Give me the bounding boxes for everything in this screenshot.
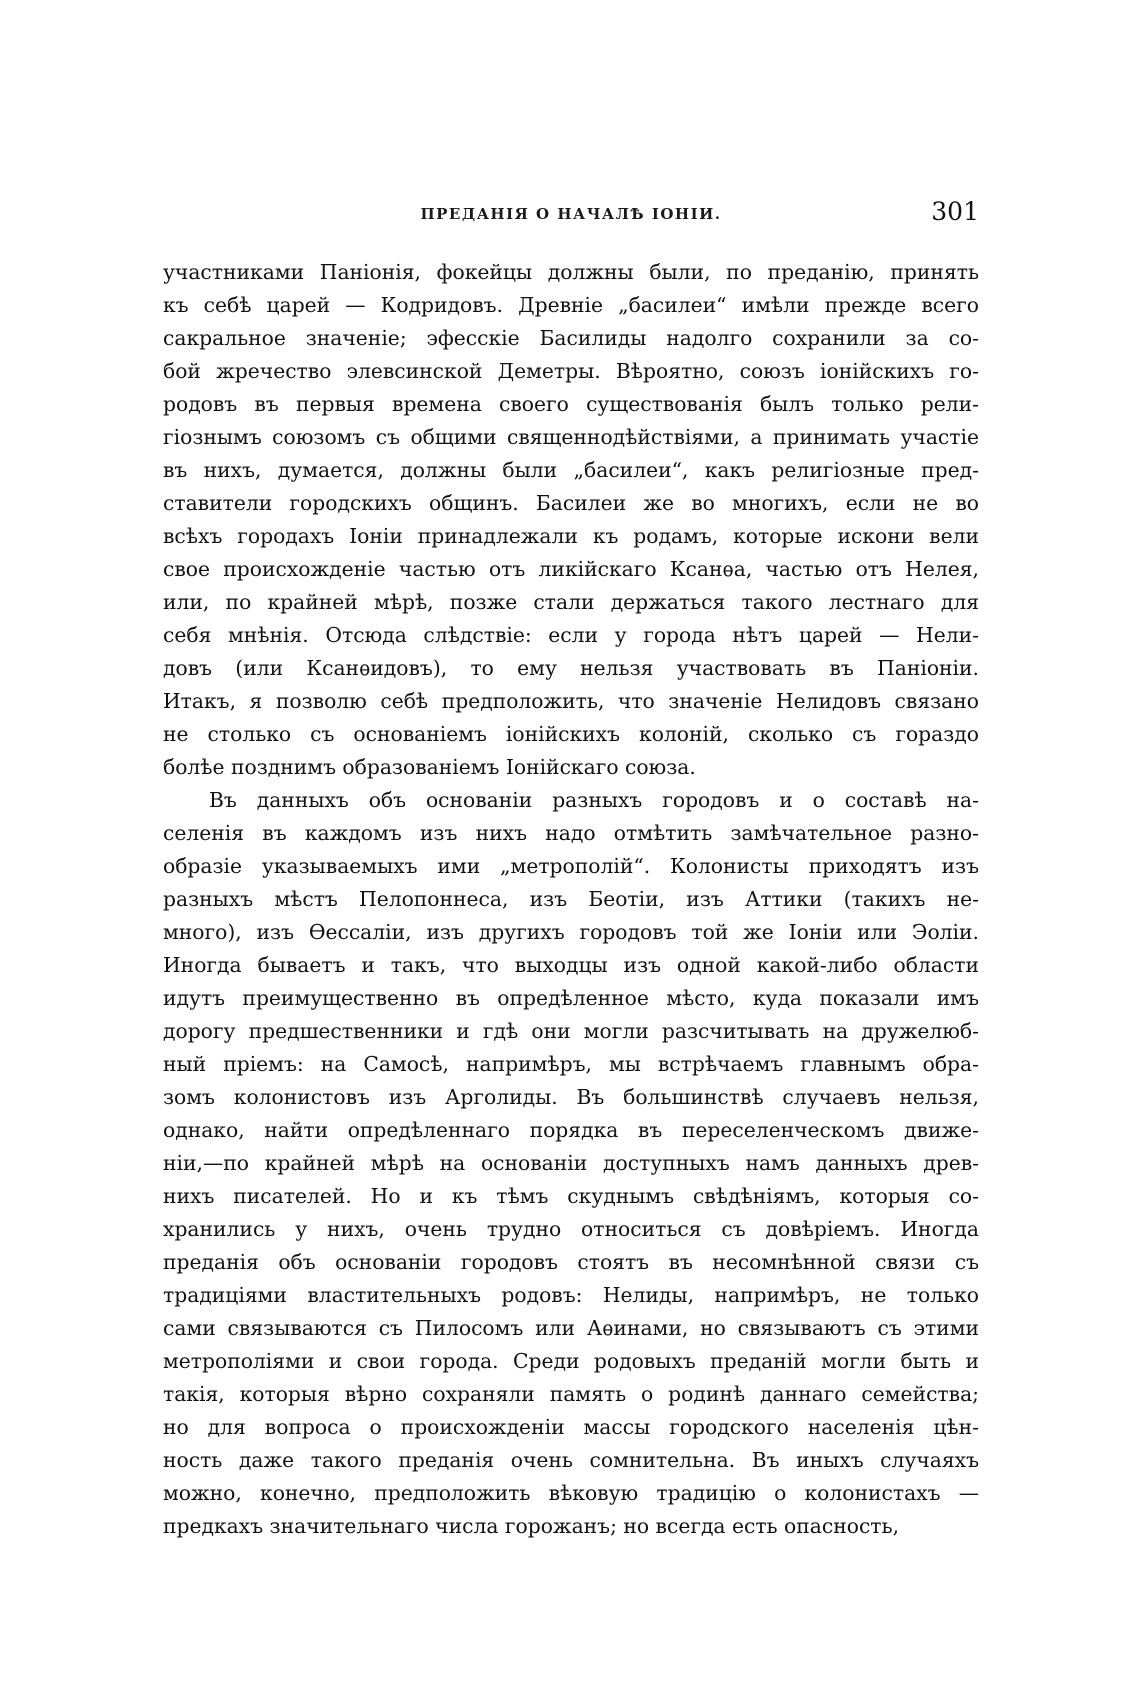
text-line: не столько съ основаніемъ іонійскихъ колоній, сколько съ гораздо: [163, 722, 979, 746]
text-line: родовъ въ первыя времена своего существованія былъ только рели-: [163, 392, 979, 416]
paragraph: [163, 256, 979, 784]
page-number: 301: [931, 197, 979, 226]
text-line: гіознымъ союзомъ съ общими священнодѣйствіями, а принимать участіе: [163, 425, 979, 449]
text-line: такія, которыя вѣрно сохраняли память о родинѣ даннаго семейства;: [163, 1382, 979, 1406]
text-line: бой жречество элевсинской Деметры. Вѣроятно, союзъ іонійскихъ го-: [163, 359, 979, 383]
text-line: сакральное значеніе; эфесскіе Басилиды надолго сохранили за со-: [163, 326, 979, 350]
text-line: преданія объ основаніи городовъ стоятъ въ несомнѣнной связи съ: [163, 1250, 979, 1274]
text-line: предкахъ значительнаго числа горожанъ; но всегда есть опасность,: [163, 1514, 900, 1538]
text-line: Итакъ, я позволю себѣ предположить, что значеніе Нелидовъ связано: [163, 689, 979, 713]
body-text: [163, 256, 979, 1543]
text-line: себя мнѣнія. Отсюда слѣдствіе: если у города нѣтъ царей — Нели-: [163, 623, 979, 647]
text-line: образіе указываемыхъ ими „метрополій“. Колонисты приходятъ изъ: [163, 854, 979, 878]
text-line: участниками Паніонія, фокейцы должны были, по преданію, принять: [163, 260, 979, 284]
text-line: хранились у нихъ, очень трудно относиться съ довѣріемъ. Иногда: [163, 1217, 979, 1241]
text-line: дорогу предшественники и гдѣ они могли разсчитывать на дружелюб-: [163, 1019, 979, 1043]
text-line: метрополіями и свои города. Среди родовыхъ преданій могли быть и: [163, 1349, 979, 1373]
text-line: идутъ преимущественно въ опредѣленное мѣсто, куда показали имъ: [163, 986, 979, 1010]
text-line: ность даже такого преданія очень сомнительна. Въ иныхъ случаяхъ: [163, 1448, 979, 1472]
text-line: селенія въ каждомъ изъ нихъ надо отмѣтить замѣчательное разно-: [163, 821, 979, 845]
text-line: зомъ колонистовъ изъ Арголиды. Въ большинствѣ случаевъ нельзя,: [163, 1085, 979, 1109]
text-line: традиціями властительныхъ родовъ: Нелиды, напримѣръ, не только: [163, 1283, 979, 1307]
text-line: болѣе позднимъ образованіемъ Іонійскаго союза.: [163, 755, 696, 779]
text-line: ставители городскихъ общинъ. Басилеи же во многихъ, если не во: [163, 491, 979, 515]
text-line: но для вопроса о происхожденіи массы городского населенія цѣн-: [163, 1415, 979, 1439]
running-title: ПРЕДАНІЯ О НАЧАЛѢ ІОНІИ.: [420, 205, 722, 223]
text-line: Иногда бываетъ и такъ, что выходцы изъ одной какой-либо области: [163, 953, 979, 977]
text-line: свое происхожденіе частью отъ ликійскаго Ксанѳа, частью отъ Нелея,: [163, 557, 979, 581]
text-line: разныхъ мѣстъ Пелопоннеса, изъ Беотіи, изъ Аттики (такихъ не-: [163, 887, 979, 911]
text-line: довъ (или Ксанѳидовъ), то ему нельзя участвовать въ Паніоніи.: [163, 656, 979, 680]
paragraph: [163, 784, 979, 1543]
text-line: сами связываются съ Пилосомъ или Аѳинами, но связываютъ съ этими: [163, 1316, 979, 1340]
text-line: ніи,—по крайней мѣрѣ на основаніи доступныхъ намъ данныхъ древ-: [163, 1151, 979, 1175]
text-line: можно, конечно, предположить вѣковую традицію о колонистахъ —: [163, 1481, 979, 1505]
text-line: или, по крайней мѣрѣ, позже стали держаться такого лестнаго для: [163, 590, 979, 614]
page-header: [163, 197, 979, 237]
text-line: однако, найти опредѣленнаго порядка въ переселенческомъ движе-: [163, 1118, 979, 1142]
text-line: Въ данныхъ объ основаніи разныхъ городовъ и о составѣ на-: [209, 788, 979, 812]
text-line: всѣхъ городахъ Іоніи принадлежали къ родамъ, которые искони вели: [163, 524, 979, 548]
text-line: ный пріемъ: на Самосѣ, напримѣръ, мы встрѣчаемъ главнымъ обра-: [163, 1052, 979, 1076]
text-line: къ себѣ царей — Кодридовъ. Древніе „басилеи“ имѣли прежде всего: [163, 293, 979, 317]
text-line: много), изъ Ѳессаліи, изъ другихъ городовъ той же Іоніи или Эоліи.: [163, 920, 979, 944]
text-line: въ нихъ, думается, должны были „басилеи“, какъ религіозные пред-: [163, 458, 979, 482]
text-line: нихъ писателей. Но и къ тѣмъ скуднымъ свѣдѣніямъ, которыя со-: [163, 1184, 979, 1208]
